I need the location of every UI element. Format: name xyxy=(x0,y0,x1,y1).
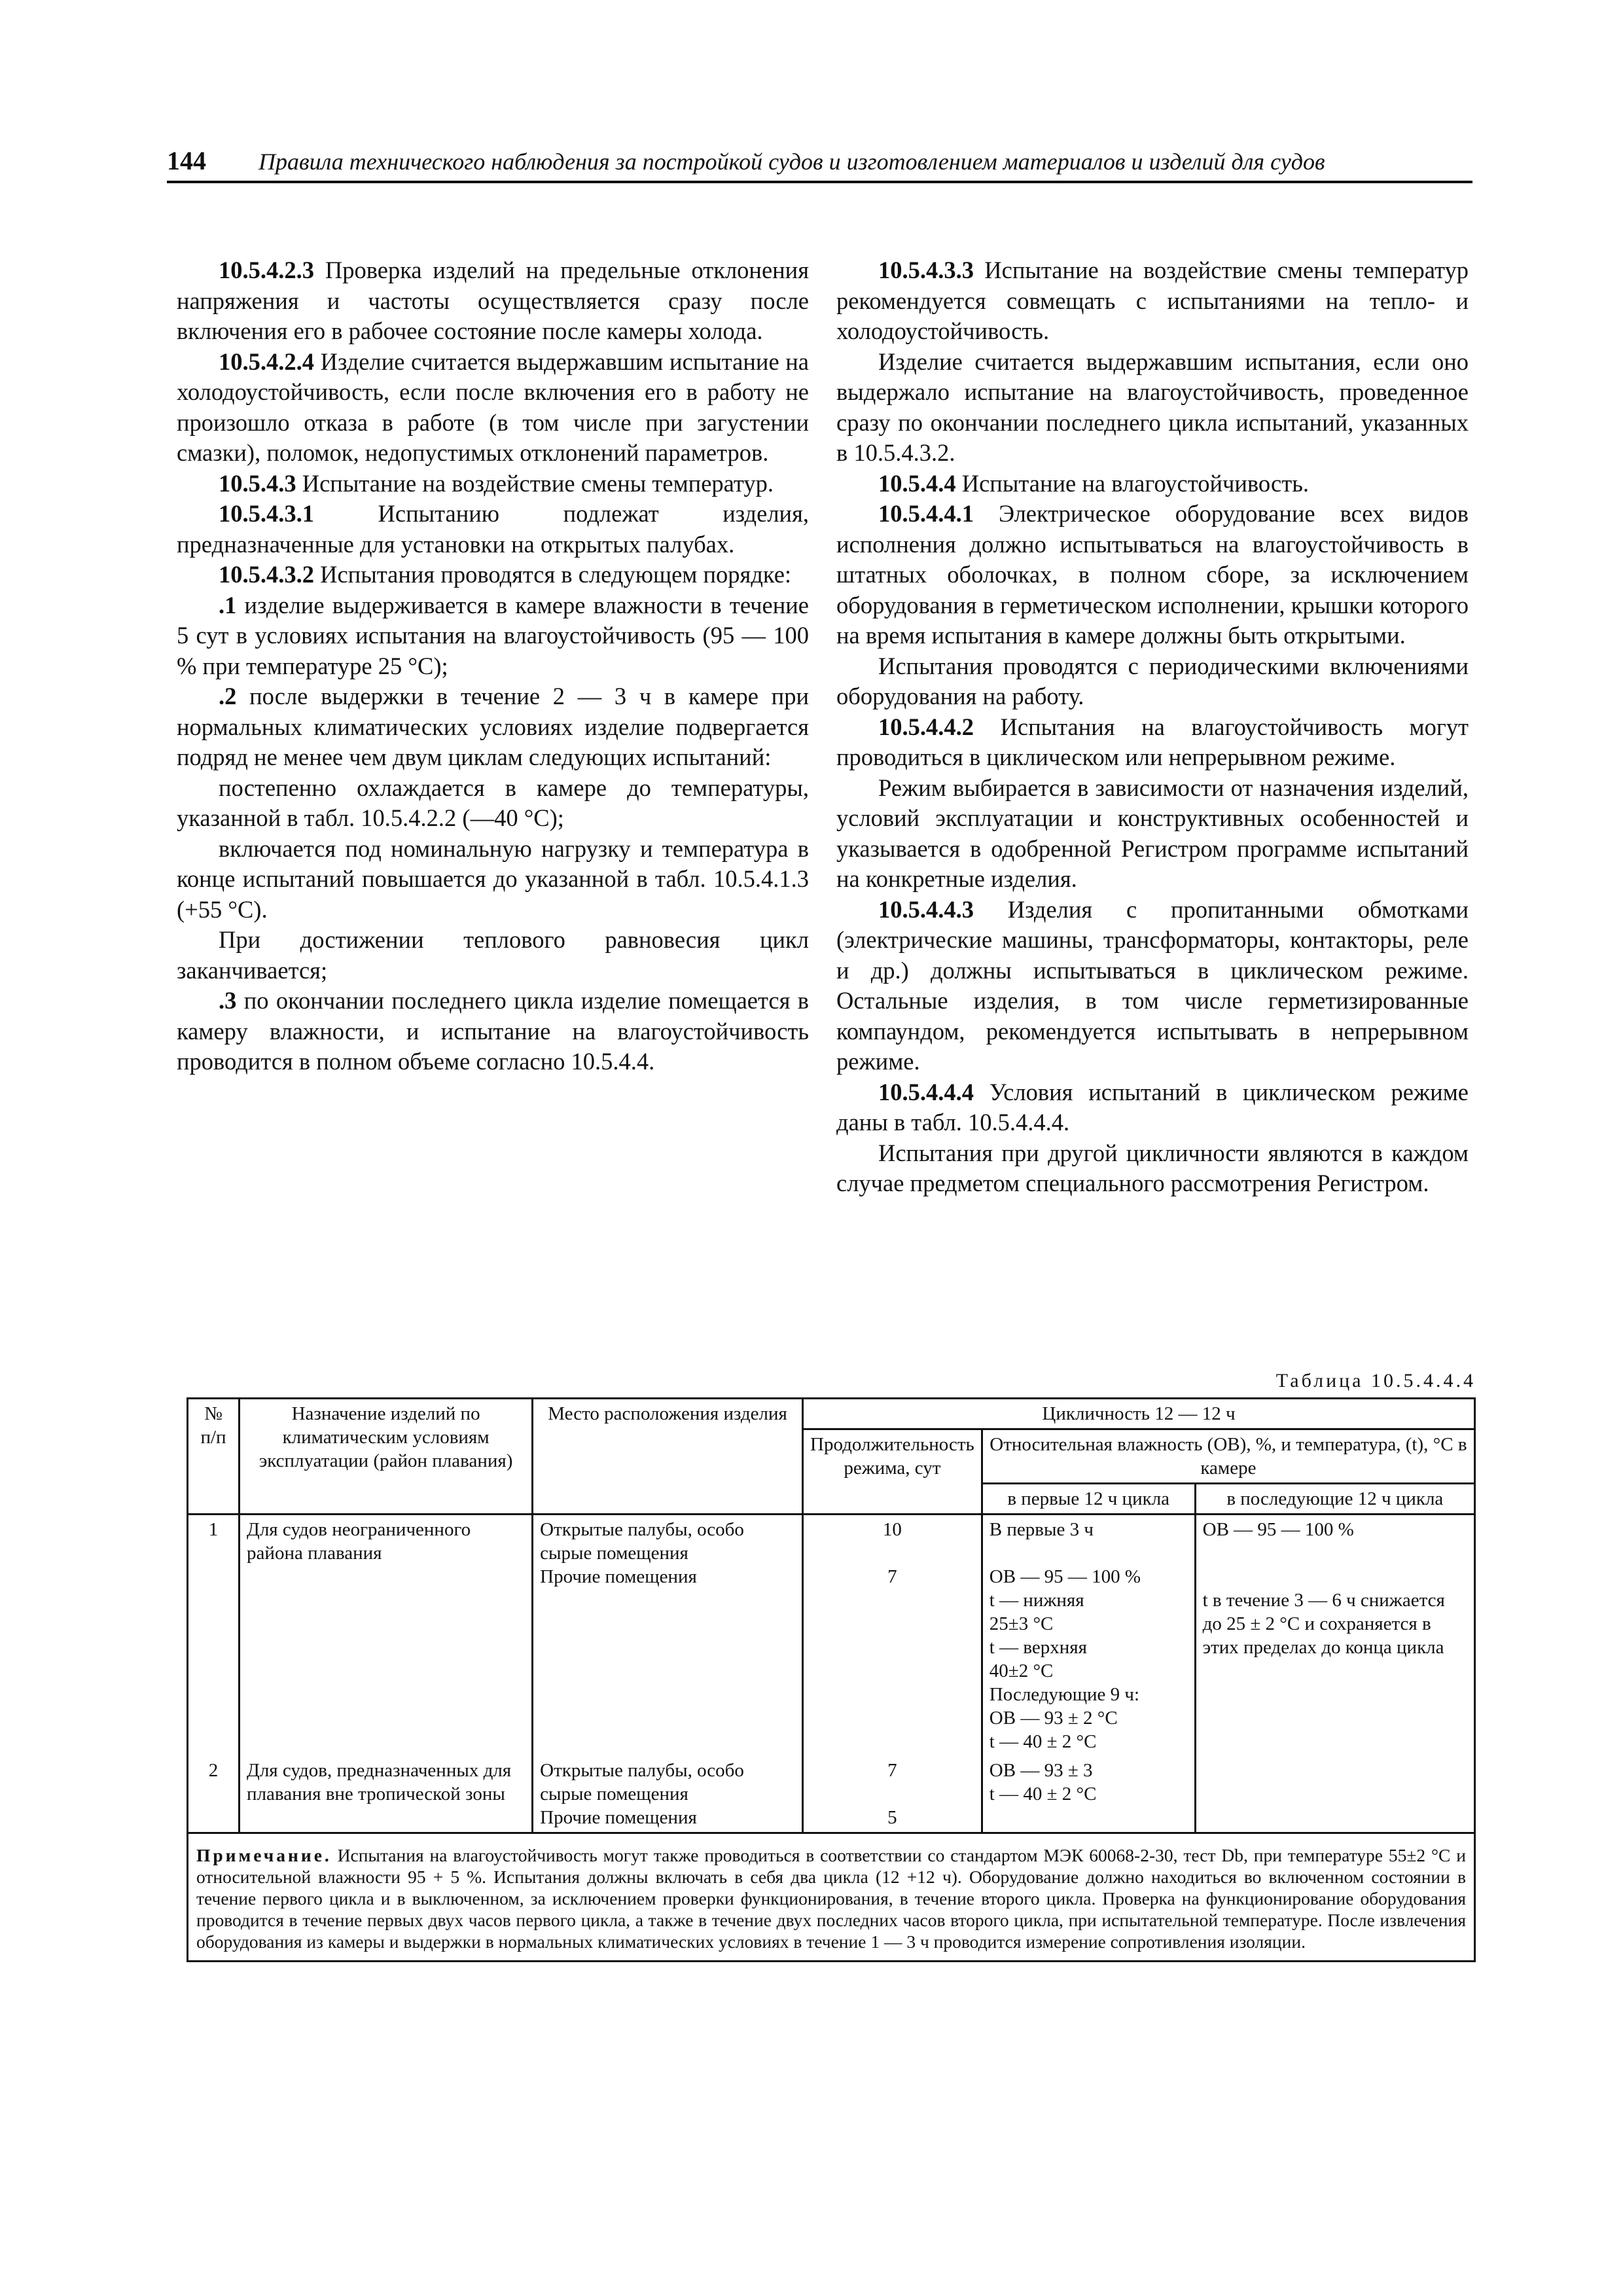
row-first-12h xyxy=(982,1515,1195,1757)
cell-line xyxy=(990,1541,1188,1565)
row-subsequent-12h xyxy=(1195,1756,1474,1833)
paragraph-text: постепенно охлаждается в камере до температуры, указанной в табл. 10.5.4.2.2 (—40 °С); xyxy=(177,774,809,831)
location-open-decks: Открытые палубы, особо сырые помещения xyxy=(540,1519,744,1564)
paragraph xyxy=(836,1138,1469,1199)
row-duration xyxy=(803,1515,982,1757)
row-purpose: Для судов неограниченного района плавания xyxy=(240,1515,533,1757)
paragraph xyxy=(177,499,809,560)
table-note xyxy=(188,1833,1475,1962)
paragraph xyxy=(836,773,1469,895)
paragraph xyxy=(177,681,809,773)
cell-line: 25±3 °С xyxy=(989,1613,1054,1634)
paragraph-text: Испытания на влагоустойчивость могут проводиться в циклическом или непрерывном режиме. xyxy=(836,713,1469,770)
paragraph-text: Изделия с пропитанными обмотками (электрические машины, трансформаторы, контакторы, реле и др.) должны испытываться в циклическом режиме. Остальные изделия, в том числе герметизированные компаундом, рекомендуется испытывать в непрерывном режиме. xyxy=(836,895,1469,1075)
table-caption: Таблица 10.5.4.4.4 xyxy=(1275,1370,1476,1391)
test-conditions-table xyxy=(187,1397,1476,1962)
clause-number: 10.5.4.2.4 xyxy=(219,348,314,375)
cell-line: t — 40 ± 2 °С xyxy=(989,1784,1097,1804)
header-cycle: Цикличность 12 — 12 ч xyxy=(803,1399,1475,1429)
paragraph xyxy=(177,347,809,469)
cell-line xyxy=(1203,1565,1467,1588)
paragraph-text: включается под номинальную нагрузку и температура в конце испытаний повышается до указанной в табл. 10.5.4.1.3 (+55 °С). xyxy=(177,834,809,923)
clause-number: 10.5.4.3.3 xyxy=(878,257,974,283)
note-text: Испытания на влагоустойчивость могут также проводиться в соответствии со стандартом МЭК 60068-2-30, тест Db, при температуре 55±2 °С и относительной влажности 95 + 5 %. Испытания должны включать в себя два цикла (12 +12 ч). Оборудование должно находиться во включенном состоянии в течение первого цикла и в выключенном, за исключением проверки функционирования, в течение второго цикла. Проверка на функционирование оборудования проводится в течение первых двух часов первого цикла, а также в течение двух последних часов второго цикла, при испытательной температуре. После извлечения оборудования из камеры и выдержки в нормальных климатических условиях в течение 1 — 3 ч проводится измерение сопротивления изоляции. xyxy=(196,1845,1466,1952)
paragraph-text: Испытания при другой цикличности являются в каждом случае предметом специального рассмотрения Регистром. xyxy=(836,1139,1469,1196)
cell-line: t — нижняя xyxy=(989,1590,1084,1611)
clause-number: 10.5.4.2.3 xyxy=(219,257,314,283)
cell-line: 40±2 °С xyxy=(989,1660,1054,1681)
cell-line: t — 40 ± 2 °С xyxy=(989,1731,1097,1752)
paragraph xyxy=(836,895,1469,1077)
paragraph xyxy=(177,986,809,1077)
cell-line: Последующие 9 ч: xyxy=(989,1684,1140,1705)
paragraph xyxy=(177,925,809,986)
cell-line: В первые 3 ч xyxy=(989,1519,1094,1540)
clause-number: .2 xyxy=(219,683,237,709)
clause-number: 10.5.4.3.1 xyxy=(219,500,314,527)
duration-a: 7 xyxy=(887,1760,897,1781)
clause-number: 10.5.4.4.4 xyxy=(878,1078,974,1105)
paragraph-text: Испытанию подлежат изделия, предназначенные для установки на открытых палубах. xyxy=(177,500,809,558)
clause-number: .3 xyxy=(219,987,237,1014)
paragraph xyxy=(177,834,809,925)
clause-number: 10.5.4.4 xyxy=(878,469,956,497)
paragraph xyxy=(836,347,1469,469)
row-purpose: Для судов, предназначенных для плавания вне тропической зоны xyxy=(240,1756,533,1833)
clause-number: 10.5.4.4.2 xyxy=(878,713,974,740)
paragraph-text: Условия испытаний в циклическом режиме даны в табл. 10.5.4.4.4. xyxy=(836,1078,1469,1136)
right-column xyxy=(836,255,1469,1199)
cell-line: t в течение 3 — 6 ч снижается до 25 ± 2 °С и сохраняется в этих пределах до конца цикла xyxy=(1202,1590,1445,1658)
paragraph xyxy=(177,590,809,682)
paragraph-text: изделие выдерживается в камере влажности в течение 5 сут в условиях испытания на влагоустойчивость (95 — 100 % при температуре 25 °С); xyxy=(177,591,809,679)
header-duration: Продолжительность режима, сут xyxy=(803,1429,982,1515)
duration-a: 10 xyxy=(882,1519,902,1540)
table-row xyxy=(188,1756,1475,1833)
paragraph xyxy=(836,712,1469,773)
paragraph xyxy=(836,255,1469,347)
paragraph xyxy=(177,560,809,590)
paragraph xyxy=(836,499,1469,651)
paragraph xyxy=(177,255,809,347)
paragraph-text: Проверка изделий на предельные отклонения напряжения и частоты осуществляется сразу после включения его в рабочее состояние после камеры холода. xyxy=(177,257,809,344)
clause-number: 10.5.4.3 xyxy=(219,469,296,497)
paragraph-text: Изделие считается выдержавшим испытание на холодоустойчивость, если после включения его в работу не произошло отказа в работе (в том числе при загустении смазки), поломок, недопустимых отклонений параметров. xyxy=(177,348,809,466)
clause-number: 10.5.4.4.3 xyxy=(878,895,974,923)
paragraph xyxy=(836,1077,1469,1138)
paragraph xyxy=(836,651,1469,712)
cell-line: ОВ — 95 — 100 % xyxy=(989,1566,1141,1587)
page-header xyxy=(167,143,1472,183)
paragraph-text: Испытание на воздействие смены температур. xyxy=(296,469,774,497)
row-location xyxy=(533,1756,803,1833)
paragraph-text: Режим выбирается в зависимости от назначения изделий, условий эксплуатации и конструктивных особенностей и указывается в одобренной Регистром программе испытаний на конкретные изделия. xyxy=(836,774,1469,892)
paragraph xyxy=(836,469,1469,499)
cell-line xyxy=(1203,1541,1467,1565)
paragraph xyxy=(177,773,809,834)
location-other: Прочие помещения xyxy=(540,1807,697,1828)
paragraph-text: Испытание на воздействие смены температур рекомендуется совмещать с испытаниями на тепло- и холодоустойчивость. xyxy=(836,257,1469,344)
paragraph-text: Испытания проводятся в следующем порядке: xyxy=(314,561,792,588)
row-location xyxy=(533,1515,803,1757)
location-other: Прочие помещения xyxy=(540,1566,697,1587)
page-number: 144 xyxy=(167,146,206,175)
paragraph-text: после выдержки в течение 2 — 3 ч в камере при нормальных климатических условиях изделие подвергается подряд не менее чем двум циклам следующих испытаний: xyxy=(177,683,809,770)
header-first-12h: в первые 12 ч цикла xyxy=(982,1484,1195,1515)
header-location: Место расположения изделия xyxy=(533,1399,803,1515)
row-duration xyxy=(803,1756,982,1833)
left-column xyxy=(177,255,809,1077)
paragraph-text: При достижении теплового равновесия цикл заканчивается; xyxy=(177,926,809,984)
clause-number: .1 xyxy=(219,591,237,619)
paragraph-text: Испытания проводятся с периодическими включениями оборудования на работу. xyxy=(836,652,1469,709)
row-num: 1 xyxy=(188,1515,240,1757)
header-purpose: Назначение изделий по климатическим условиям эксплуатации (район плавания) xyxy=(240,1399,533,1515)
paragraph-text: Изделие считается выдержавшим испытания, если оно выдержало испытание на влагоустойчивость, проведенное сразу по окончании последнего цикла испытаний, указанных в 10.5.4.3.2. xyxy=(836,348,1469,466)
clause-number: 10.5.4.4.1 xyxy=(878,500,974,527)
paragraph-text: Электрическое оборудование всех видов исполнения должно испытываться на влагоустойчивость в штатных оболочках, в полном сборе, за исключением оборудования в герметическом исполнении, крышки которого на время испытания в камере должны быть открытыми. xyxy=(836,500,1469,649)
header-subsequent-12h: в последующие 12 ч цикла xyxy=(1195,1484,1474,1515)
clause-number: 10.5.4.3.2 xyxy=(219,561,314,588)
running-title: Правила технического наблюдения за постройкой судов и изготовлением материалов и изделий для судов xyxy=(259,149,1325,175)
row-first-12h xyxy=(982,1756,1195,1833)
header-humidity: Относительная влажность (ОВ), %, и температура, (t), °С в камере xyxy=(982,1429,1474,1484)
header-num: № п/п xyxy=(188,1399,240,1515)
cell-line: t — верхняя xyxy=(989,1637,1087,1658)
location-open-decks: Открытые палубы, особо сырые помещения xyxy=(540,1760,744,1804)
paragraph xyxy=(177,469,809,499)
cell-line: ОВ — 95 — 100 % xyxy=(1202,1519,1354,1540)
duration-b: 7 xyxy=(887,1566,897,1587)
cell-line: ОВ — 93 ± 3 xyxy=(989,1760,1093,1781)
paragraph-text: Испытание на влагоустойчивость. xyxy=(955,469,1309,497)
note-label: Примечание. xyxy=(196,1845,332,1865)
table-row xyxy=(188,1515,1475,1757)
paragraph-text: по окончании последнего цикла изделие помещается в камеру влажности, и испытание на влагоустойчивость проводится в полном объеме согласно 10.5.4.4. xyxy=(177,987,809,1075)
row-num: 2 xyxy=(188,1756,240,1833)
cell-line: ОВ — 93 ± 2 °С xyxy=(989,1708,1118,1729)
row-subsequent-12h xyxy=(1195,1515,1474,1757)
duration-b: 5 xyxy=(887,1807,897,1828)
